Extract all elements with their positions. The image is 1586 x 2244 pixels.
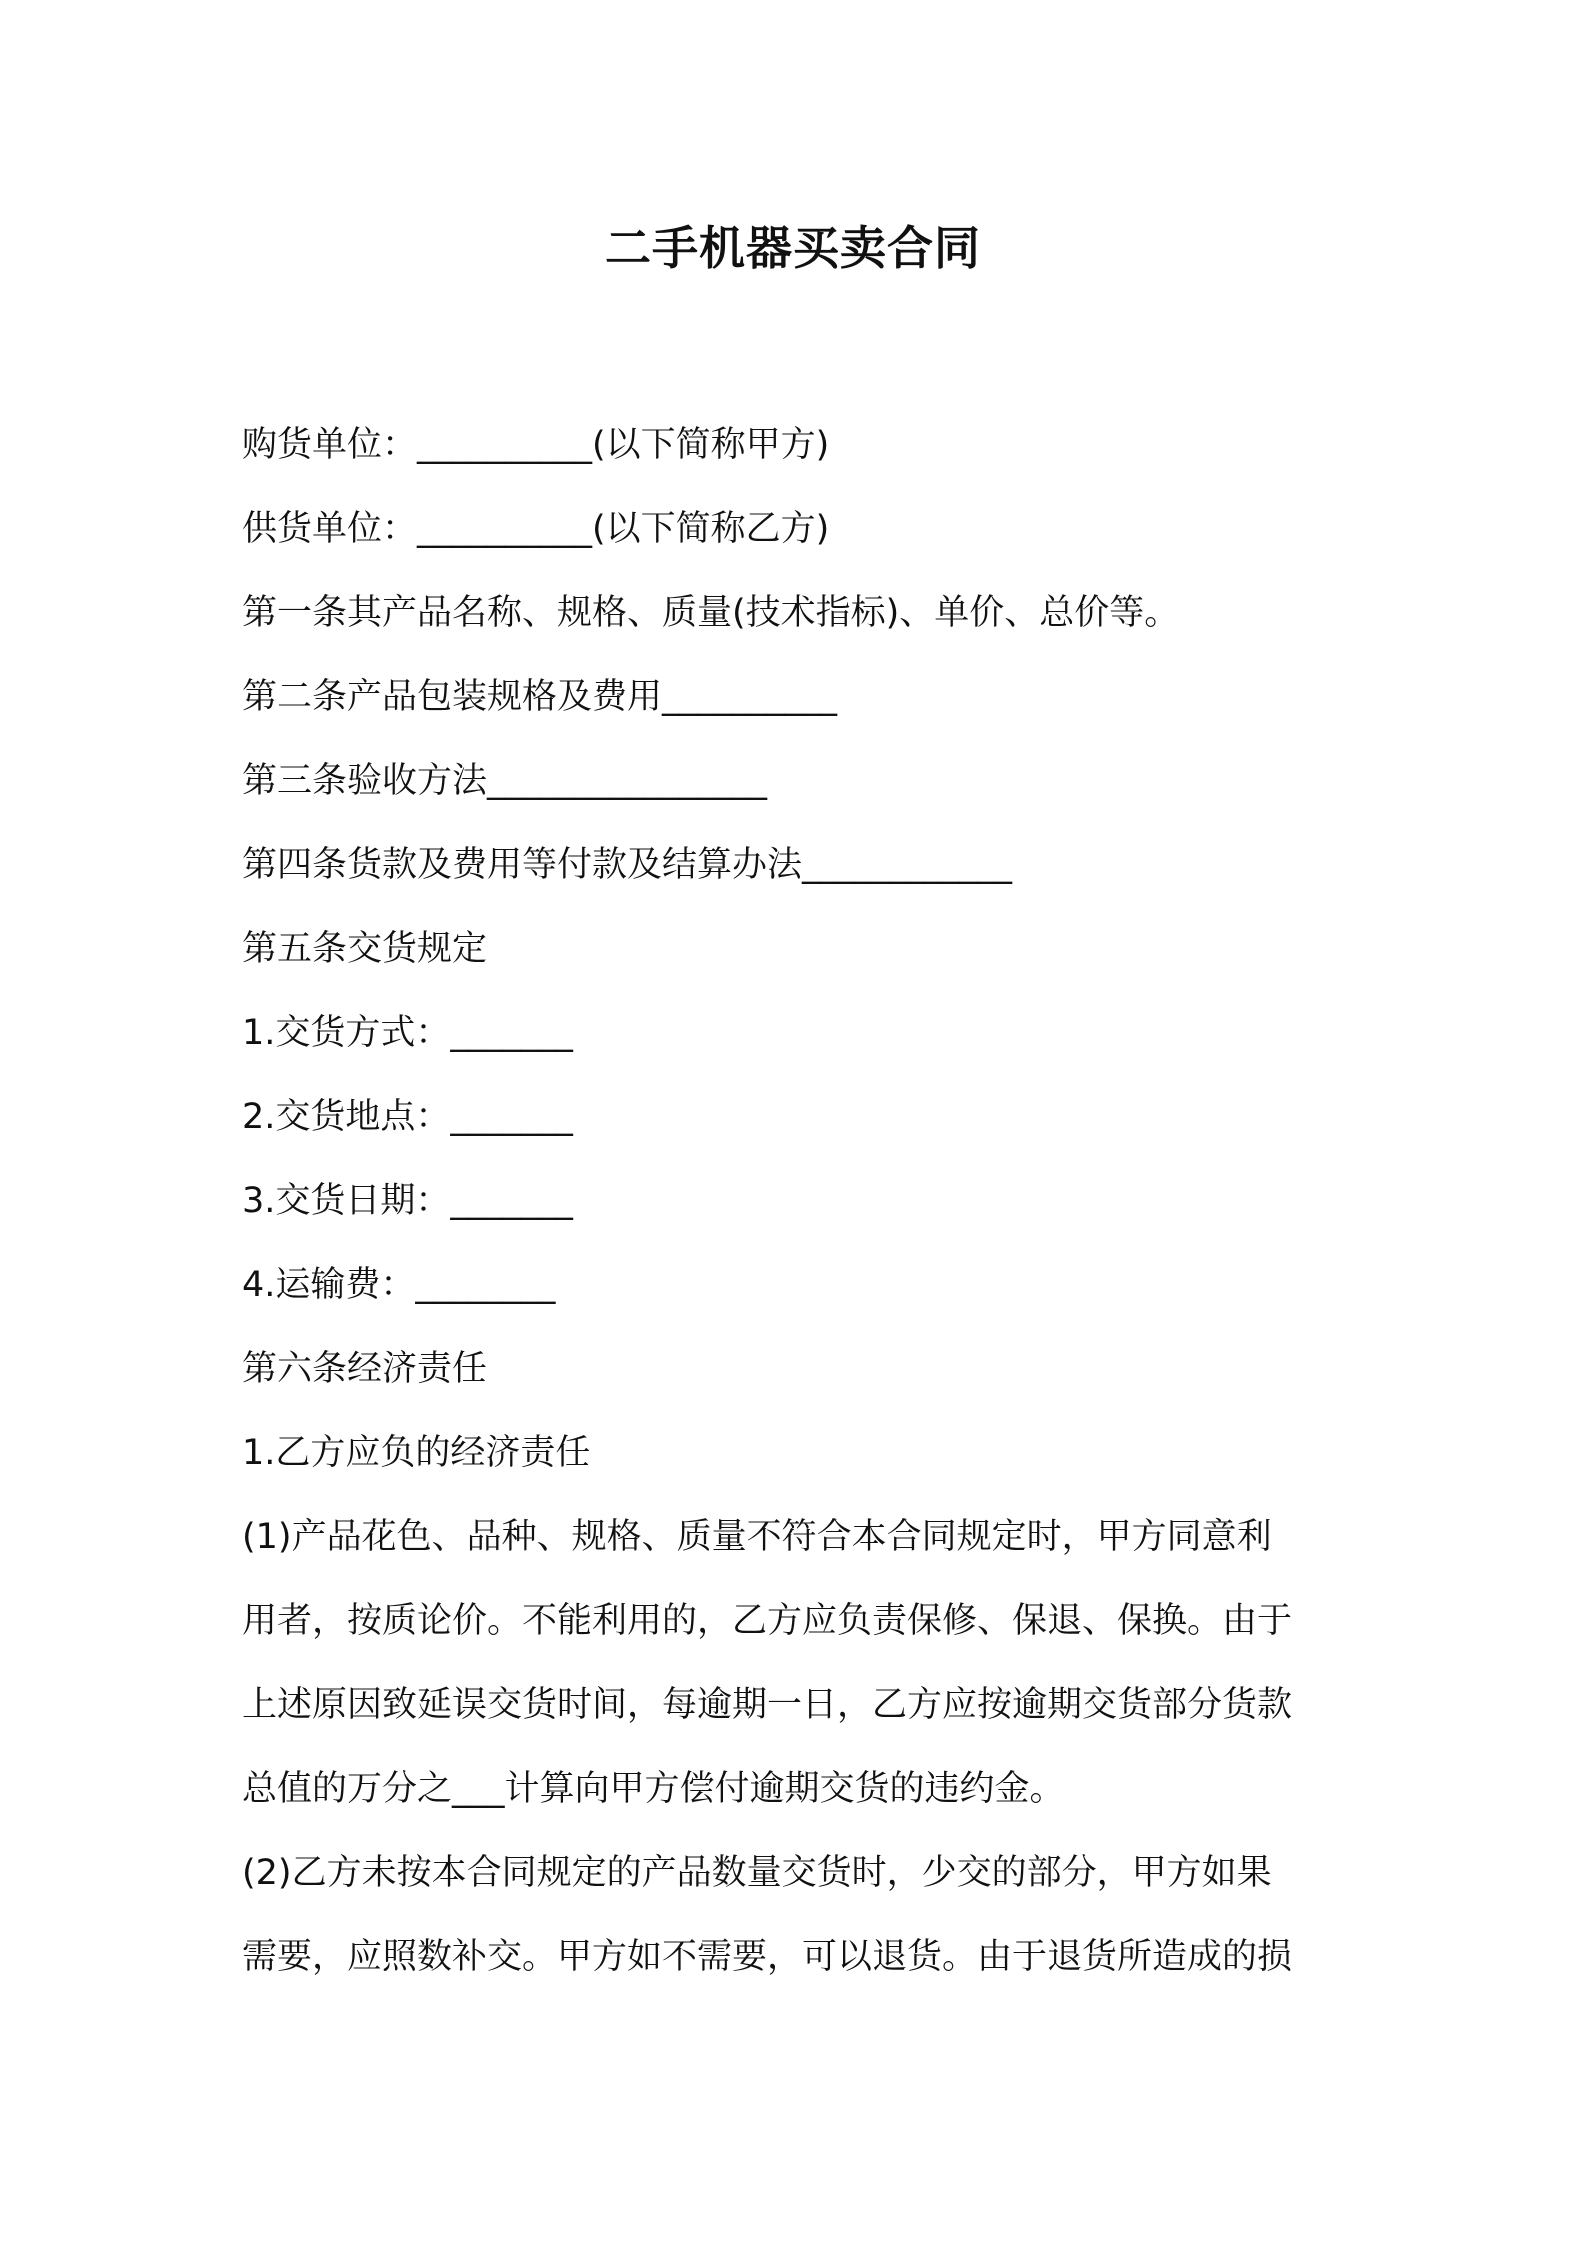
- article-3: 第三条验收方法________________: [242, 761, 768, 801]
- buyer-line: 购货单位：__________(以下简称甲方): [242, 425, 830, 465]
- document-title: 二手机器买卖合同: [605, 221, 981, 275]
- article-2: 第二条产品包装规格及费用__________: [242, 677, 838, 717]
- delivery-method-line: 1.交货方式：_______: [242, 1013, 573, 1053]
- delivery-date-line: 3.交货日期：_______: [242, 1181, 573, 1221]
- document-body: [242, 403, 1352, 1999]
- paragraph-line: 需要，应照数补交。甲方如不需要，可以退货。由于退货所造成的损: [242, 1937, 1293, 1977]
- supplier-line: 供货单位：__________(以下简称乙方): [242, 509, 830, 549]
- article-1: 第一条其产品名称、规格、质量(技术指标)、单价、总价等。: [242, 593, 1180, 633]
- delivery-location-line: 2.交货地点：_______: [242, 1097, 573, 1137]
- article-5-heading: 第五条交货规定: [242, 929, 488, 969]
- article-6-heading: 第六条经济责任: [242, 1349, 488, 1389]
- paragraph-line: 总值的万分之___计算向甲方偿付逾期交货的违约金。: [242, 1769, 1065, 1809]
- paragraph-line: (2)乙方未按本合同规定的产品数量交货时，少交的部分，甲方如果: [242, 1853, 1272, 1893]
- party-b-liability-heading: 1.乙方应负的经济责任: [242, 1433, 591, 1473]
- article-4: 第四条货款及费用等付款及结算办法____________: [242, 845, 1013, 885]
- transport-fee-line: 4.运输费：________: [242, 1265, 556, 1305]
- paragraph-line: 上述原因致延误交货时间，每逾期一日，乙方应按逾期交货部分货款: [242, 1685, 1293, 1725]
- paragraph-line: (1)产品花色、品种、规格、质量不符合本合同规定时，甲方同意利: [242, 1517, 1272, 1557]
- paragraph-line: 用者，按质论价。不能利用的，乙方应负责保修、保退、保换。由于: [242, 1601, 1293, 1641]
